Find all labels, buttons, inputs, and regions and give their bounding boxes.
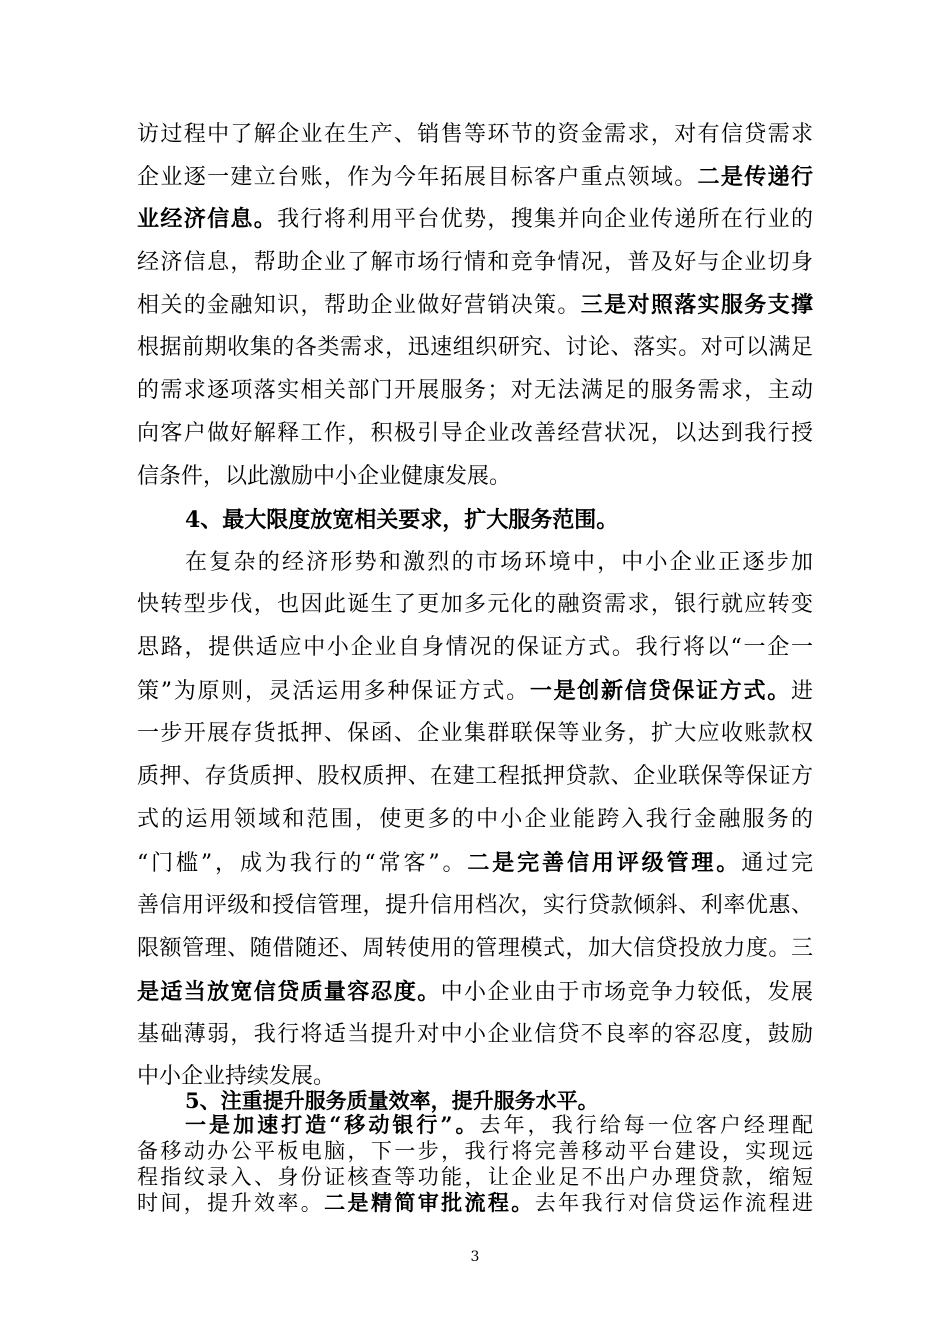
text-line [137,977,813,1008]
text-line [137,1020,813,1050]
text-segment: 式的运用领域和范围，使更多的中小企业能跨入我行金融服务的 [137,807,813,832]
text-segment: 基础薄弱，我行将适当提升对中小企业信贷不良率的容忍度，鼓励 [137,1022,813,1047]
text-line [137,290,813,321]
text-segment: 善信用评级和授信管理，提升信用档次，实行贷款倾斜、利率优惠、 [137,893,813,918]
text-line [137,934,813,964]
text-segment: 一步开展存货抵押、保函、企业集群联保等业务，扩大应收账款权 [137,721,813,746]
text-segment: 相关的金融知识，帮助企业做好营销决策。 [137,293,581,318]
text-segment: 进 [790,679,813,704]
text-segment: 的需求逐项落实相关部门开展服务；对无法满足的服务需求，主动 [137,378,813,403]
text-line [137,333,813,363]
bold-text-segment: 4、最大限度放宽相关要求，扩大服务范围。 [185,507,619,533]
bold-text-segment: 二是精简审批流程。 [324,1190,535,1215]
text-line [137,1190,813,1216]
text-segment: 访过程中了解企业在生产、销售等环节的资金需求，对有信贷需求 [137,122,813,147]
text-segment: 时间，提升效率。 [137,1191,325,1215]
text-line [137,891,813,921]
text-line [137,1164,813,1190]
text-line [137,419,813,449]
bold-text-segment: 三是对照落实服务支撑 [580,292,813,318]
text-segment: 向客户做好解释工作，积极引导企业改善经营状况，以达到我行授 [137,421,813,446]
text-line [137,248,813,278]
text-segment: 信条件，以此激励中小企业健康发展。 [137,464,512,489]
text-line [137,848,813,879]
text-segment: 备移动办公平板电脑，下一步，我行将完善移动平台建设，实现远 [137,1139,813,1163]
text-line [137,719,813,749]
text-segment: 中小企业由于市场竞争力较低，发展 [440,980,813,1005]
text-line [137,676,813,707]
text-line [185,1088,813,1114]
text-line [137,633,813,663]
text-line [137,1138,813,1164]
text-segment: 快转型步伐，也因此诞生了更加多元化的融资需求，银行就应转变 [137,592,813,617]
text-segment: 去年我行对信贷运作流程进 [534,1191,814,1215]
text-line [137,462,813,492]
bold-text-segment: 一是创新信贷保证方式。 [529,678,791,704]
text-line [185,1112,813,1138]
text-segment: 去年，我行给每一位客户经理配 [479,1113,813,1137]
text-segment: 中小企业持续发展。 [137,1064,336,1089]
text-line [137,376,813,406]
text-line [137,762,813,792]
bold-text-segment: 业经济信息。 [137,206,278,232]
bold-text-segment: 5、注重提升服务质量效率，提升服务水平。 [185,1088,599,1113]
text-segment: 限额管理、随借随还、周转使用的管理模式，加大信贷投放力度。三 [137,936,813,961]
text-segment: 通过完 [741,851,813,876]
text-segment: 质押、存货质押、股权质押、在建工程抵押贷款、企业联保等保证方 [137,764,813,789]
text-segment: 思路，提供适应中小企业自身情况的保证方式。我行将以“一企一 [137,635,813,660]
text-segment: 我行将利用平台优势，搜集并向企业传递所在行业的 [277,207,813,232]
text-segment: 经济信息，帮助企业了解市场行情和竞争情况，普及好与企业切身 [137,250,813,275]
text-line [137,162,813,193]
page-number: 3 [470,1249,480,1265]
text-line [137,204,813,235]
text-segment: 程指纹录入、身份证核查等功能，让企业足不出户办理贷款，缩短 [137,1165,813,1189]
text-segment: 企业逐一建立台账，作为今年拓展目标客户重点领域。 [137,165,698,190]
text-line [137,805,813,835]
text-segment: 根据前期收集的各类需求，迅速组织研究、讨论、落实。对可以满足 [137,335,813,360]
text-segment: “门槛”，成为我行的“常客”。 [137,851,468,876]
text-line [185,548,813,578]
bold-text-segment: 是适当放宽信贷质量容忍度。 [137,979,441,1005]
text-line [137,120,813,150]
text-line [185,505,813,535]
text-segment: 在复杂的经济形势和激烈的市场环境中，中小企业正逐步加 [185,550,813,575]
bold-text-segment: 二是传递行 [697,164,813,190]
bold-text-segment: 二是完善信用评级管理。 [467,850,742,876]
text-segment: 策”为原则，灵活运用多种保证方式。 [137,679,530,704]
bold-text-segment: 一是加速打造“移动银行”。 [185,1112,480,1137]
text-line [137,590,813,620]
